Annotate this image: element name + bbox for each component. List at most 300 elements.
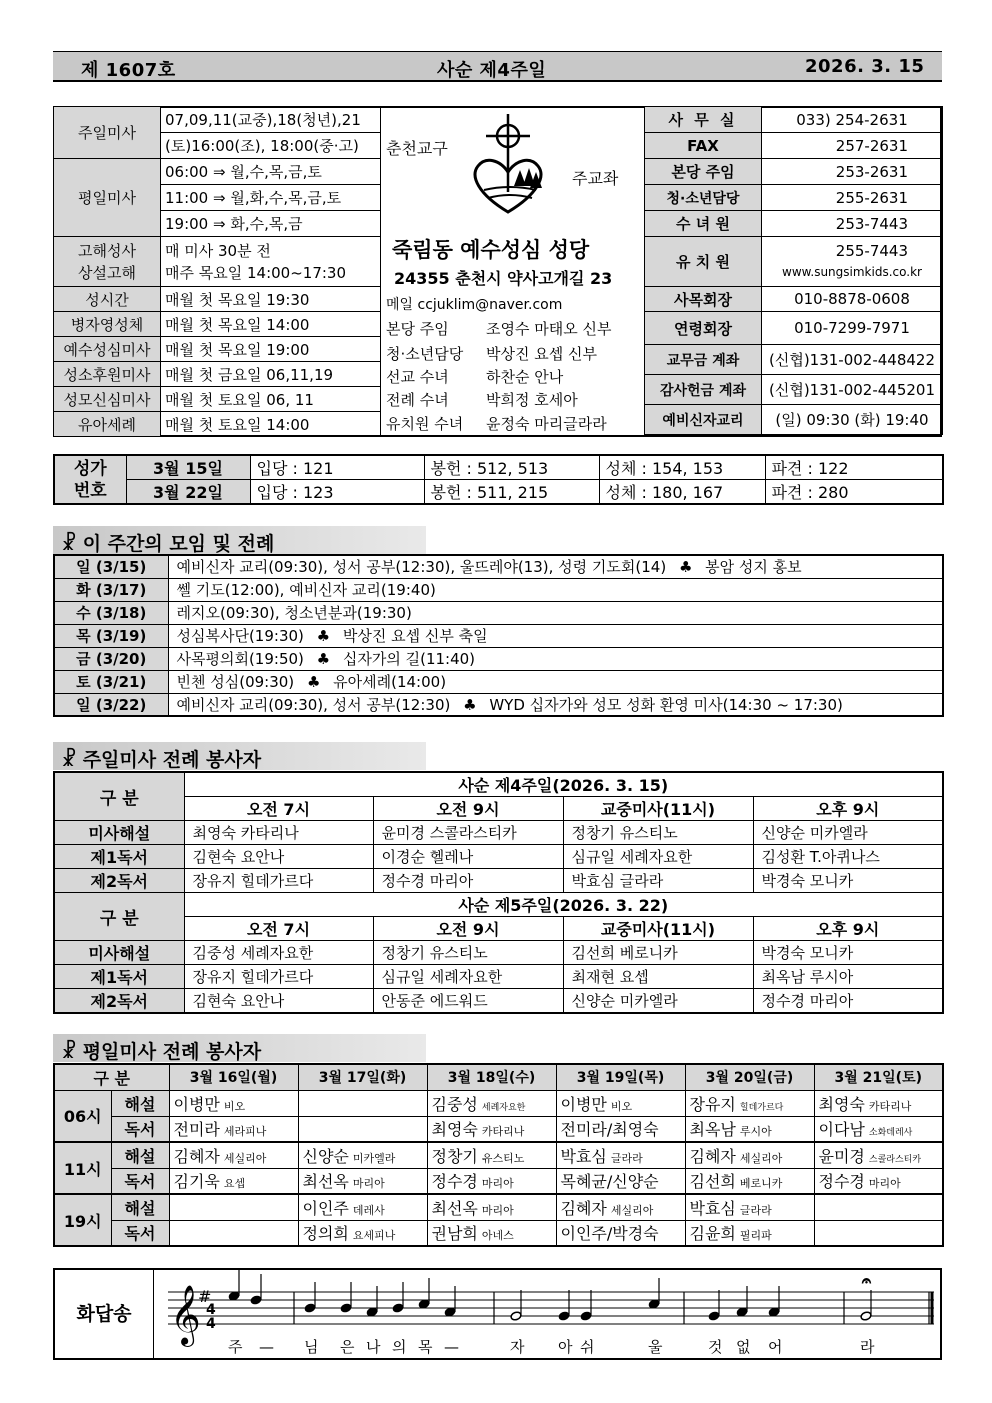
club-icon: ♣ [311, 627, 335, 645]
schedule-day: 일 (3/15) [54, 555, 168, 578]
staff-role: 청·소년담당 [386, 345, 464, 363]
weekday-minister-cell [556, 1142, 685, 1168]
weekday-minister-cell [169, 1116, 298, 1142]
mass-time-column: 교중미사(11시) [563, 797, 753, 821]
minister-role: 해설 [111, 1090, 169, 1116]
baptismal-name: 세실리아 [739, 1151, 783, 1165]
mass-time-header [54, 797, 943, 821]
minister-name: 심규일 세례자요한 [563, 845, 753, 869]
issue-date: 2026. 3. 15 [805, 56, 925, 77]
note-head [304, 1303, 316, 1313]
minister-name: 김중성 [431, 1094, 478, 1114]
weekday-minister-cell [685, 1168, 814, 1194]
baptismal-name: 스콜라스티카 [868, 1154, 922, 1165]
weekday-date: 3월 19일(목) [556, 1064, 685, 1090]
weekday-minister-cell [814, 1090, 943, 1116]
minister-name: 신양순 [302, 1146, 349, 1166]
contact-value: 255-7443 [835, 241, 908, 260]
psalm-staff [154, 1270, 942, 1360]
minister-name: 정창기 유스티노 [373, 941, 563, 965]
contact-label: 사목회장 [645, 287, 762, 312]
lyric-syllable: 주 [228, 1338, 243, 1356]
infant-baptism-label: 유아세례 [54, 412, 161, 437]
lyric-syllable: 어 [768, 1338, 783, 1356]
schedule-text: 예비신자 교리(09:30), 성서 공부(12:30) [176, 695, 451, 714]
category-label: 구 분 [54, 772, 184, 821]
confession-times [161, 237, 381, 287]
chi-rho-icon: ☧ [61, 531, 77, 555]
parish-address: 24355 춘천시 약사고개길 23 [394, 269, 613, 288]
minister-name: 이병만 [173, 1094, 220, 1114]
baptismal-name: 소화데레사 [868, 1128, 913, 1139]
holy-hour-label: 성시간 [54, 287, 161, 312]
lyric-syllable: 자 [510, 1338, 525, 1356]
mass-time-column: 오전 7시 [184, 797, 373, 821]
schedule-extra: 십자가의 길(11:40) [342, 650, 476, 668]
weekday-minister-cell [685, 1116, 814, 1142]
minister-role: 제1독서 [54, 965, 184, 989]
schedule-day: 수 (3/18) [54, 601, 168, 624]
sick-communion-label: 병자영성체 [54, 312, 161, 337]
contact-value: (일) 09:30 (화) 19:40 [762, 405, 943, 435]
lyric-syllable: 없 [736, 1338, 751, 1356]
lyric-syllable: 목 [418, 1338, 433, 1356]
minister-name: 정수경 마리아 [373, 869, 563, 893]
contact-label: 감사헌금 계좌 [645, 375, 762, 405]
weekday-mass-1900: 19:00 ⇒ 화,수,목,금 [161, 211, 381, 237]
club-icon: ♣ [458, 695, 482, 714]
sick-communion-time: 매월 첫 목요일 14:00 [161, 312, 381, 337]
mass-times-table [53, 106, 381, 437]
weekday-ministers-heading [53, 1034, 426, 1062]
hymn-label [54, 455, 126, 504]
minister-name: 이인주/박경숙 [560, 1224, 659, 1244]
sunday-title: 사순 제5주일(2026. 3. 22) [184, 893, 943, 917]
contact-label: 유 치 원 [645, 237, 762, 287]
schedule-extra: WYD 십자가와 성모 성화 환영 미사(14:30 ~ 17:30) [489, 695, 843, 714]
minister-name: 김현숙 요안나 [184, 845, 373, 869]
weekday-mass-1100: 11:00 ⇒ 월,화,수,목,금,토 [161, 185, 381, 211]
schedule-day: 화 (3/17) [54, 578, 168, 601]
baptismal-name: 세실리아 [223, 1151, 267, 1165]
club-icon: ♣ [674, 558, 698, 577]
chi-rho-icon: ☧ [61, 1039, 77, 1063]
minister-name: 박효심 [560, 1146, 607, 1166]
sacred-heart-mass-time: 매월 첫 목요일 19:00 [161, 337, 381, 362]
minister-row [54, 965, 943, 989]
mass-time-label: 06시 [54, 1090, 111, 1142]
staff-pastor [386, 318, 611, 339]
hymn-dismissal: 파견 : 280 [765, 480, 943, 505]
time-signature: 4 [206, 1302, 216, 1318]
schedule-events [168, 555, 943, 578]
contact-value: 010-7299-7971 [762, 312, 943, 345]
vocation-mass-label: 성소후원미사 [54, 362, 161, 387]
schedule-day: 토 (3/21) [54, 670, 168, 693]
hymn-entrance: 입당 : 123 [250, 480, 424, 505]
contact-value: 253-2631 [762, 159, 943, 185]
contact-label: 사 무 실 [645, 107, 762, 133]
minister-name: 안동준 에드워드 [373, 989, 563, 1014]
minister-name: 장유지 힐데가르다 [184, 869, 373, 893]
sunday-title: 사순 제4주일(2026. 3. 15) [184, 772, 943, 797]
issue-header-bar [53, 51, 942, 82]
weekly-schedule-table [53, 554, 944, 717]
schedule-extra: 박상진 요셉 신부 축일 [342, 627, 488, 645]
lyric-syllable: 쉬 [580, 1338, 595, 1356]
schedule-row [54, 693, 943, 716]
minister-name: 김혜자 [689, 1146, 736, 1166]
schedule-text: 사목평의회(19:50) [176, 650, 304, 668]
confession-time-2: 매주 목요일 14:00~17:30 [165, 263, 347, 282]
baptismal-name: 글라라 [739, 1203, 772, 1217]
mass-time-column: 오후 9시 [753, 917, 943, 941]
contact-label: 연령회장 [645, 312, 762, 345]
staff-kindergarten-sister [386, 413, 607, 434]
minister-row [54, 821, 943, 845]
minister-name: 정창기 [431, 1146, 478, 1166]
baptismal-name: 데레사 [352, 1203, 385, 1217]
schedule-events [168, 670, 943, 693]
staff-mission-sister [386, 366, 563, 387]
minister-role: 제2독서 [54, 989, 184, 1014]
weekday-minister-cell [427, 1220, 556, 1246]
sunday-week-header [54, 772, 943, 797]
weekday-minister-cell [814, 1116, 943, 1142]
weekday-minister-row [54, 1090, 943, 1116]
baptismal-name: 카타리나 [481, 1125, 525, 1139]
baptismal-name: 세라피나 [223, 1125, 267, 1139]
section-title: 평일미사 전례 봉사자 [82, 1041, 262, 1063]
minister-name: 박효심 [689, 1198, 736, 1218]
minister-name: 박경숙 모니카 [753, 941, 943, 965]
mass-time-column: 교중미사(11시) [563, 917, 753, 941]
category-label: 구 분 [54, 893, 184, 941]
minister-name: 정수경 마리아 [753, 989, 943, 1014]
sunday-ministers-table [53, 771, 944, 1014]
contact-value: 033) 254-2631 [762, 107, 943, 133]
lyric-syllable: 것 [708, 1338, 723, 1356]
confession-label-1: 고해성사 [78, 241, 136, 260]
weekday-date: 3월 21일(토) [814, 1064, 943, 1090]
confession-time-1: 매 미사 30분 전 [165, 241, 271, 260]
weekday-date: 3월 17일(화) [298, 1064, 427, 1090]
weekday-date: 3월 16일(월) [169, 1064, 298, 1090]
schedule-day: 일 (3/22) [54, 693, 168, 716]
weekday-minister-cell [298, 1142, 427, 1168]
schedule-events [168, 601, 943, 624]
staff-name: 조영수 마태오 신부 [486, 320, 612, 338]
schedule-text: 쎌 기도(12:00), 예비신자 교리(19:40) [176, 581, 436, 599]
schedule-row [54, 578, 943, 601]
sunday-week-header [54, 893, 943, 917]
holy-hour-time: 매월 첫 목요일 19:30 [161, 287, 381, 312]
minister-role: 미사해설 [54, 821, 184, 845]
confession-label-2: 상설고해 [78, 263, 136, 282]
contact-value: (신협)131-002-445201 [762, 375, 943, 405]
lyric-syllable: 님 [304, 1338, 319, 1356]
staff-liturgy-sister [386, 389, 578, 410]
weekday-mass-label: 평일미사 [54, 159, 161, 237]
club-icon: ♣ [311, 650, 335, 668]
weekday-minister-cell [169, 1168, 298, 1194]
weekday-minister-cell [169, 1090, 298, 1116]
weekday-minister-cell [169, 1142, 298, 1168]
weekday-ministers-table [53, 1063, 944, 1247]
weekday-minister-cell [298, 1220, 427, 1246]
minister-name: 전미라 [173, 1120, 220, 1140]
lyric-syllable: — [259, 1338, 274, 1356]
parish-email: 메일 ccjuklim@naver.com [386, 297, 563, 313]
lyric-syllable: 나 [366, 1338, 381, 1356]
staff-youth [386, 343, 597, 364]
sunday-mass-label: 주일미사 [54, 107, 161, 159]
weekday-minister-cell [298, 1090, 427, 1116]
minister-name: 김혜자 [560, 1198, 607, 1218]
schedule-text: 예비신자 교리(09:30), 성서 공부(12:30), 울뜨레야(13), 성령 기도회(14) [176, 558, 667, 577]
minister-role: 독서 [111, 1220, 169, 1246]
lyric-syllable: 의 [392, 1338, 407, 1356]
mass-time-column: 오후 9시 [753, 797, 943, 821]
note-head [510, 1311, 522, 1321]
minister-name: 목혜균/신양순 [560, 1172, 659, 1192]
key-signature: # [198, 1287, 212, 1306]
baptismal-name: 마리아 [868, 1177, 901, 1191]
weekday-minister-cell [427, 1194, 556, 1220]
note-head [392, 1303, 404, 1313]
schedule-events [168, 693, 943, 716]
minister-role: 미사해설 [54, 941, 184, 965]
staff-name: 윤정숙 마리글라라 [486, 415, 607, 433]
minister-role: 해설 [111, 1142, 169, 1168]
baptismal-name: 루시아 [739, 1125, 772, 1139]
club-icon: ♣ [302, 673, 326, 691]
minister-name: 장유지 힐데가르다 [184, 965, 373, 989]
baptismal-name: 마리아 [352, 1177, 385, 1191]
confession-label [54, 237, 161, 287]
weekday-minister-cell [556, 1116, 685, 1142]
psalm-label: 화답송 [55, 1270, 154, 1358]
weekday-minister-cell [814, 1220, 943, 1246]
minister-name: 최선옥 [302, 1172, 349, 1192]
weekday-minister-cell [556, 1194, 685, 1220]
lyric-syllable: 울 [648, 1338, 663, 1356]
schedule-row [54, 555, 943, 578]
minister-name: 심규일 세례자요한 [373, 965, 563, 989]
minister-name: 윤미경 [818, 1146, 865, 1166]
saturday-mass-times: (토)16:00(조), 18:00(중·고) [161, 133, 381, 159]
hymn-dismissal: 파견 : 122 [765, 455, 943, 480]
schedule-extra: 봉암 성지 홍보 [705, 558, 802, 577]
minister-name: 정창기 유스티노 [563, 821, 753, 845]
hymn-communion: 성체 : 180, 167 [599, 480, 765, 505]
baptismal-name: 요셉 [223, 1177, 246, 1191]
schedule-row [54, 601, 943, 624]
hymn-numbers-table [53, 454, 944, 505]
weekday-minister-cell [427, 1142, 556, 1168]
baptismal-name: 베로니카 [739, 1177, 783, 1191]
contact-label: 본당 주임 [645, 159, 762, 185]
liturgical-title: 사순 제4주일 [437, 60, 547, 81]
weekday-minister-cell [169, 1194, 298, 1220]
baptismal-name: 필리파 [739, 1229, 772, 1243]
schedule-row [54, 624, 943, 647]
note-head [708, 1311, 720, 1321]
weekday-minister-cell [298, 1116, 427, 1142]
baptismal-name: 비오 [223, 1099, 246, 1113]
contact-label: 청·소년담당 [645, 185, 762, 211]
weekday-minister-cell [685, 1220, 814, 1246]
minister-row [54, 941, 943, 965]
weekday-minister-row [54, 1194, 943, 1220]
contact-label: 교무금 계좌 [645, 345, 762, 375]
schedule-text: 빈첸 성심(09:30) [176, 673, 295, 691]
minister-name: 정수경 [818, 1172, 865, 1192]
weekday-minister-cell [814, 1194, 943, 1220]
note-head [558, 1311, 570, 1321]
chi-rho-icon: ☧ [61, 747, 77, 771]
weekday-minister-cell [427, 1168, 556, 1194]
minister-name: 최선옥 [431, 1198, 478, 1218]
weekday-minister-row [54, 1142, 943, 1168]
kindergarten-website: www.sungsimkids.co.kr [782, 264, 922, 279]
minister-row [54, 845, 943, 869]
minister-name: 이경순 헬레나 [373, 845, 563, 869]
weekday-minister-cell [556, 1168, 685, 1194]
note-head [250, 1295, 262, 1305]
hymn-communion: 성체 : 154, 153 [599, 455, 765, 480]
minister-role: 독서 [111, 1116, 169, 1142]
diocese-name: 춘천교구 [386, 139, 448, 158]
schedule-row [54, 670, 943, 693]
hymn-offertory: 봉헌 : 511, 215 [424, 480, 599, 505]
fermata-icon: 𝄐 [862, 1271, 871, 1290]
weekday-minister-row [54, 1220, 943, 1246]
schedule-row [54, 647, 943, 670]
treble-clef-icon: 𝄞 [170, 1285, 201, 1345]
minister-name: 김윤희 [689, 1224, 736, 1244]
weekday-date: 3월 20일(금) [685, 1064, 814, 1090]
contact-value: (신협)131-002-448422 [762, 345, 943, 375]
weekday-header-row [54, 1064, 943, 1090]
time-signature-lower: 4 [206, 1316, 216, 1332]
weekday-minister-cell [298, 1194, 427, 1220]
minister-name: 최옥남 [689, 1120, 736, 1140]
note-head [340, 1303, 352, 1313]
baptismal-name: 마리아 [481, 1203, 514, 1217]
weekday-date: 3월 18일(수) [427, 1064, 556, 1090]
minister-role: 독서 [111, 1168, 169, 1194]
weekday-minister-cell [814, 1142, 943, 1168]
hymn-date: 3월 15일 [126, 455, 250, 480]
contact-value: 257-2631 [762, 133, 943, 159]
minister-name: 장유지 [689, 1094, 736, 1114]
weekday-minister-cell [685, 1142, 814, 1168]
parish-name: 죽림동 예수성심 성당 [392, 238, 590, 262]
minister-name: 김중성 세례자요한 [184, 941, 373, 965]
lyric-syllable: 은 [340, 1338, 355, 1356]
minister-name: 정의희 [302, 1224, 349, 1244]
schedule-text: 성심복사단(19:30) [176, 627, 304, 645]
contact-label: 예비신자교리 [645, 405, 762, 435]
minister-role: 제1독서 [54, 845, 184, 869]
minister-name: 정수경 [431, 1172, 478, 1192]
mass-time-column: 오전 9시 [373, 917, 563, 941]
baptismal-name: 요세피나 [352, 1229, 396, 1243]
weekly-schedule-heading [53, 526, 426, 554]
sacred-heart-mass-label: 예수성심미사 [54, 337, 161, 362]
contact-label: 수 녀 원 [645, 211, 762, 237]
contact-label: FAX [645, 133, 762, 159]
section-title: 이 주간의 모임 및 전례 [82, 533, 275, 555]
weekday-minister-cell [298, 1168, 427, 1194]
minister-name: 최재현 요셉 [563, 965, 753, 989]
minister-name: 신양순 미카엘라 [563, 989, 753, 1014]
minister-name: 이인주 [302, 1198, 349, 1218]
note-head [860, 1311, 872, 1321]
minister-name: 권남희 [431, 1224, 478, 1244]
minister-name: 김혜자 [173, 1146, 220, 1166]
sunday-mass-times: 07,09,11(교중),18(청년),21 [161, 107, 381, 133]
staff-role: 전례 수녀 [386, 391, 449, 409]
weekday-minister-cell [685, 1090, 814, 1116]
minister-role: 제2독서 [54, 869, 184, 893]
minister-name: 김선희 [689, 1172, 736, 1192]
minister-name: 김기욱 [173, 1172, 220, 1192]
hymn-label-2: 번호 [73, 480, 107, 501]
weekday-minister-cell [427, 1116, 556, 1142]
weekday-minister-cell [685, 1194, 814, 1220]
minister-name: 이병만 [560, 1094, 607, 1114]
minister-name: 김선희 베로니카 [563, 941, 753, 965]
infant-baptism-time: 매월 첫 토요일 14:00 [161, 412, 381, 437]
contact-value: 253-7443 [762, 211, 943, 237]
staff-name: 박희정 호세아 [486, 391, 578, 409]
schedule-extra: 유아세례(14:00) [333, 673, 447, 691]
weekday-minister-cell [556, 1090, 685, 1116]
note-head [580, 1311, 592, 1321]
baptismal-name: 아네스 [481, 1229, 514, 1243]
baptismal-name: 유스티노 [481, 1151, 525, 1165]
minister-name: 전미라/최영숙 [560, 1120, 659, 1140]
baptismal-name: 비오 [610, 1099, 633, 1113]
schedule-day: 금 (3/20) [54, 647, 168, 670]
marian-mass-label: 성모신심미사 [54, 387, 161, 412]
section-title: 주일미사 전례 봉사자 [82, 749, 262, 771]
responsorial-psalm [53, 1268, 942, 1360]
baptismal-name: 글라라 [610, 1151, 643, 1165]
contact-value: 255-2631 [762, 185, 943, 211]
mass-time-column: 오전 7시 [184, 917, 373, 941]
staff-role: 본당 주임 [386, 320, 449, 338]
schedule-events [168, 578, 943, 601]
baptismal-name: 미카엘라 [352, 1151, 396, 1165]
contacts-table [644, 106, 943, 435]
minister-role: 해설 [111, 1194, 169, 1220]
hymn-date: 3월 22일 [126, 480, 250, 505]
weekday-minister-row [54, 1168, 943, 1194]
vocation-mass-time: 매월 첫 금요일 06,11,19 [161, 362, 381, 387]
lyric-syllable: — [444, 1338, 459, 1356]
parish-logo [470, 114, 550, 214]
cathedral-label: 주교좌 [572, 169, 619, 188]
minister-row [54, 989, 943, 1014]
sunday-ministers-heading [53, 742, 426, 770]
mass-time-header [54, 917, 943, 941]
schedule-day: 목 (3/19) [54, 624, 168, 647]
weekday-minister-cell [556, 1220, 685, 1246]
minister-name: 김현숙 요안나 [184, 989, 373, 1014]
